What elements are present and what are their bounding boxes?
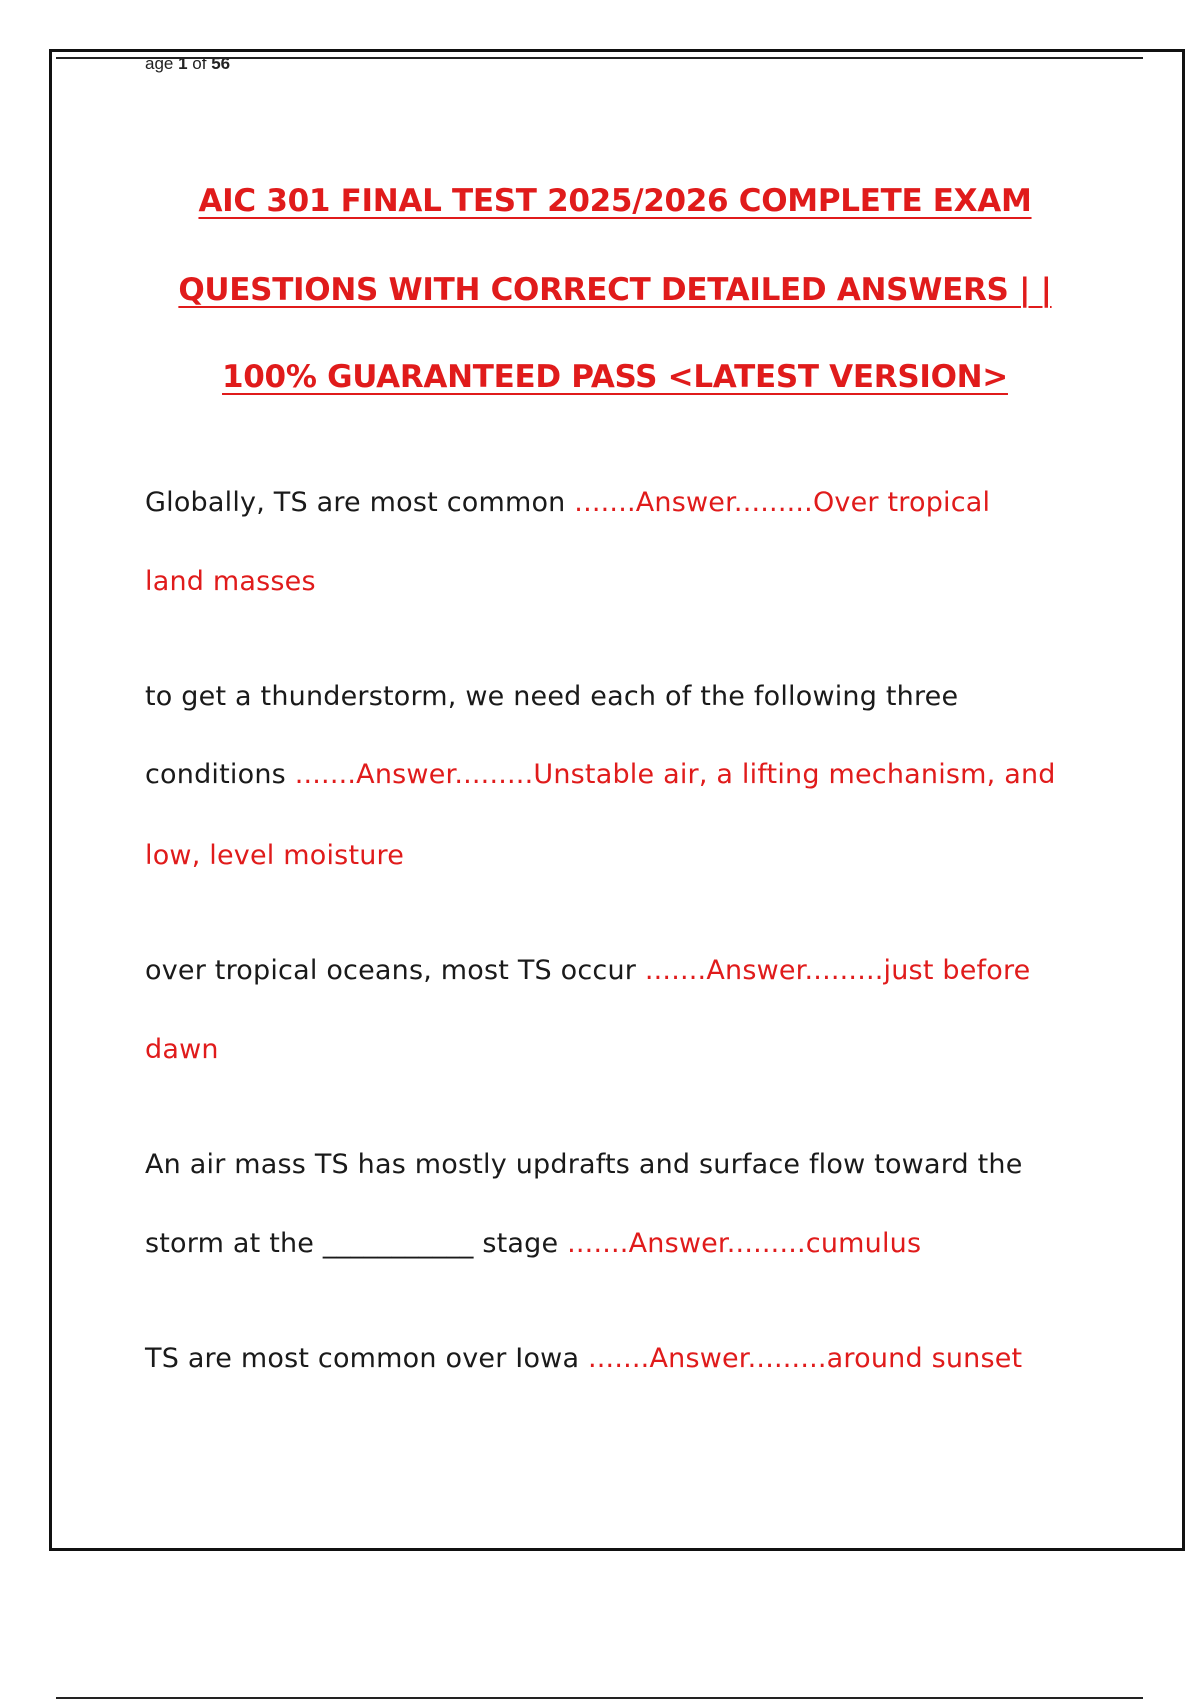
answer-text: dawn bbox=[145, 1034, 219, 1065]
question-text: over tropical oceans, most TS occur bbox=[145, 955, 645, 986]
question-text: An air mass TS has mostly updrafts and surface flow toward the bbox=[145, 1149, 1023, 1180]
qa-2-line-3 bbox=[145, 839, 404, 873]
answer-text: .......Answer.........around sunset bbox=[587, 1343, 1023, 1374]
qa-3-line-1 bbox=[145, 954, 1031, 988]
qa-2-line-1 bbox=[145, 680, 958, 714]
answer-text: .......Answer.........cumulus bbox=[567, 1228, 922, 1259]
answer-text: land masses bbox=[145, 566, 316, 597]
document-title-line-3: 100% GUARANTEED PASS <LATEST VERSION> bbox=[222, 359, 1008, 395]
qa-1-line-1 bbox=[145, 486, 990, 520]
page-indicator-total: 56 bbox=[211, 54, 231, 73]
question-text: Globally, TS are most common bbox=[145, 487, 575, 518]
qa-5-line-1 bbox=[145, 1342, 1022, 1376]
qa-3-line-2 bbox=[145, 1033, 219, 1067]
answer-text: low, level moisture bbox=[145, 840, 405, 871]
qa-1-line-2 bbox=[145, 565, 316, 599]
answer-text: .......Answer.........Unstable air, a lifting mechanism, and bbox=[294, 759, 1056, 790]
qa-2-line-2 bbox=[145, 758, 1056, 792]
answer-text: .......Answer.........Over tropical bbox=[574, 487, 991, 518]
page-indicator-separator: of bbox=[187, 54, 212, 73]
qa-4-line-2 bbox=[145, 1227, 921, 1261]
answer-text: .......Answer.........just before bbox=[644, 955, 1031, 986]
page-indicator bbox=[145, 54, 230, 74]
document-title-line-1: AIC 301 FINAL TEST 2025/2026 COMPLETE EXAM bbox=[198, 183, 1032, 219]
page-indicator-current: 1 bbox=[178, 54, 188, 73]
question-text: TS are most common over Iowa bbox=[145, 1343, 588, 1374]
question-text: to get a thunderstorm, we need each of the following three bbox=[145, 681, 959, 712]
qa-4-line-1 bbox=[145, 1148, 1023, 1182]
question-text: conditions bbox=[145, 759, 295, 790]
page-indicator-prefix: age bbox=[145, 54, 179, 73]
document-title-line-2: QUESTIONS WITH CORRECT DETAILED ANSWERS | | bbox=[178, 272, 1052, 308]
footer-rule bbox=[56, 1697, 1143, 1699]
question-text: storm at the ___________ stage bbox=[145, 1228, 568, 1259]
